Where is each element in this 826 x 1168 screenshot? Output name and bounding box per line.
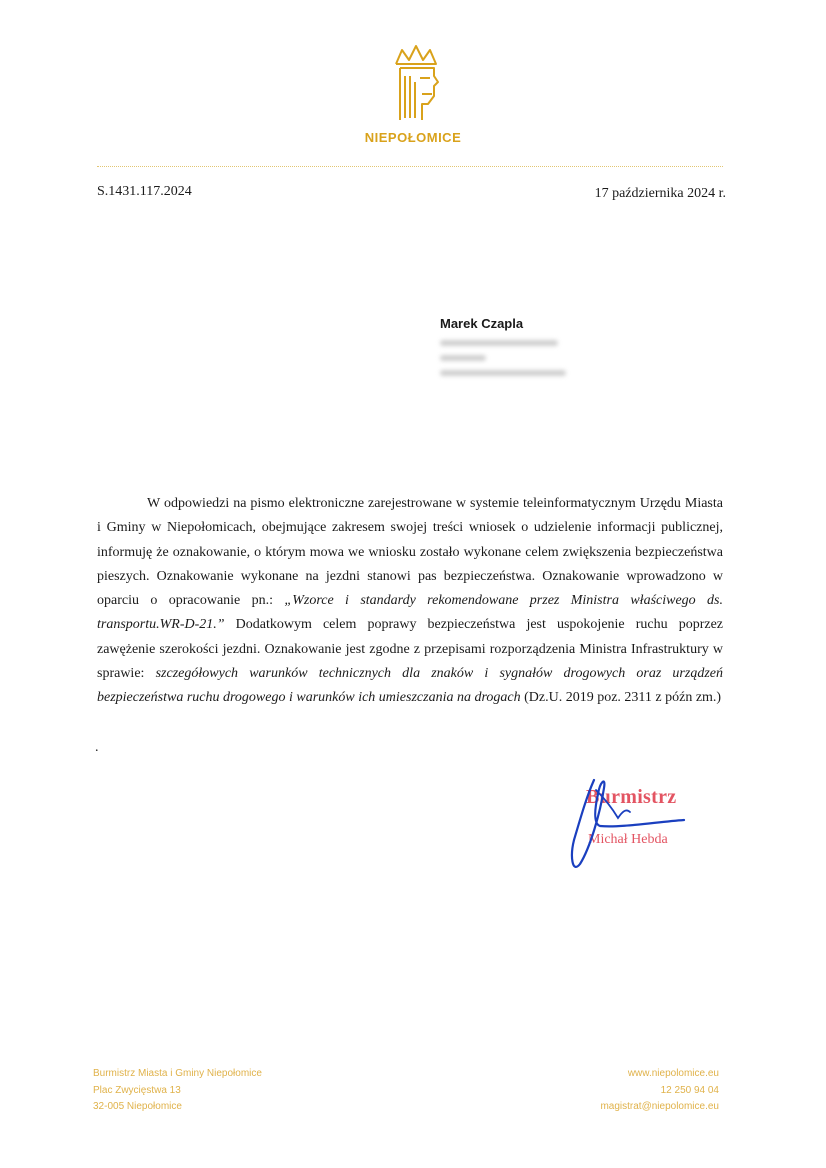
redacted-city-line: [440, 355, 486, 361]
redacted-address-line: [440, 340, 558, 346]
letter-date: 17 października 2024 r.: [594, 186, 726, 201]
header-divider: [97, 166, 723, 167]
footer-street: Plac Zwycięstwa 13: [93, 1084, 181, 1096]
body-citation-italic: „Wzorce i standardy rekomendowane przez Ministra właściwego ds. transportu.WR-D-21.”: [97, 593, 724, 633]
footer-postcode: 32-005 Niepołomice: [93, 1101, 182, 1112]
brand-name: NIEPOŁOMICE: [364, 130, 462, 145]
recipient-block: [440, 316, 566, 376]
handwritten-signature: [560, 768, 700, 878]
body-text-1: W odpowiedzi na pismo elektroniczne zarejestrowane w systemie teleinformatycznym Urzędu Miasta i Gminy w Niepołomicach, obejmujące zakresem swojej treści wniosek o udzielenie informacji publicznej, informuję że oznakowanie, o którym mowa we wniosku zostało wykonane celem zwiększenia bezpieczeństwa pieszych. Oznakowanie wykonane na jezdni stanowi pas bezpieczeństwa. Oznakowanie wprowadzono w oparciu o opracowanie pn.:: [97, 496, 723, 609]
redacted-email-line: [440, 370, 566, 376]
footer-right: [600, 1066, 719, 1116]
recipient-name: Marek Czapla: [440, 316, 524, 331]
regulation-title-italic: szczegółowych warunków technicznych dla znaków i sygnałów drogowych oraz urządzeń bezpieczeństwa ruchu drogowego i warunków ich umieszczania na drogach: [97, 666, 723, 706]
footer-phone: 12 250 94 04: [660, 1084, 719, 1096]
body-text-3: (Dz.U. 2019 poz. 2311 z późn zm.): [520, 690, 722, 706]
dot-mark: .: [95, 740, 99, 755]
stamp-name: Michał Hebda: [588, 832, 668, 847]
crowned-king-head-icon: [376, 42, 456, 122]
footer-website: www.niepolomice.eu: [627, 1068, 719, 1079]
body-text-2: Dodatkowym celem poprawy bezpieczeństwa jest uspokojenie ruchu poprzez zawężenie szerokości jezdni. Oznakowanie jest zgodne z przepisami rozporządzenia Ministra Infrastruktury w sprawie:: [97, 617, 723, 682]
footer-office-name: Burmistrz Miasta i Gminy Niepołomice: [93, 1068, 262, 1079]
footer-left: [93, 1066, 262, 1116]
stamp-title: Burmistrz: [586, 786, 677, 808]
footer-email: magistrat@niepolomice.eu: [600, 1101, 719, 1112]
letter-body: [97, 492, 723, 711]
body-paragraph: [97, 492, 723, 711]
reference-number: S.1431.117.2024: [97, 184, 192, 199]
